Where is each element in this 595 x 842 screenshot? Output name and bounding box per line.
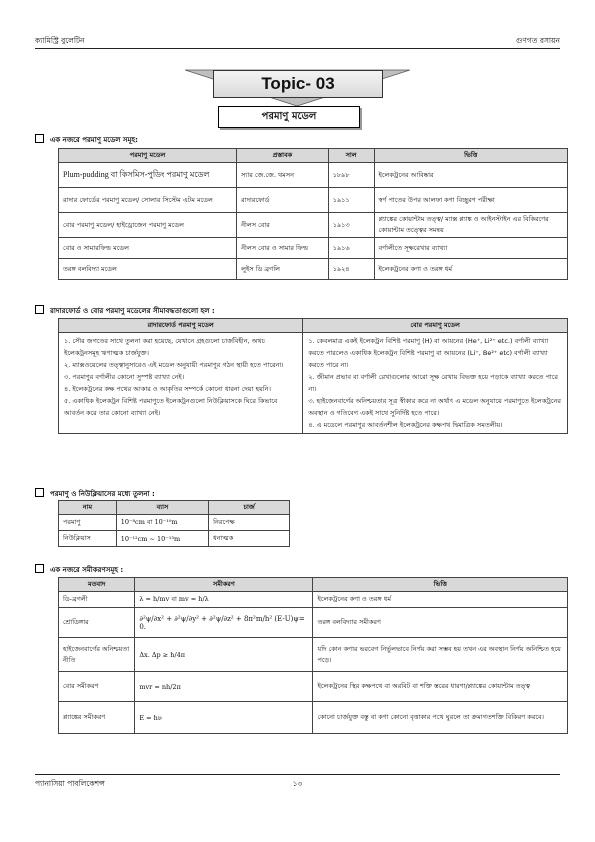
table-row [59, 163, 568, 188]
table-row [59, 608, 568, 638]
compare-table [58, 500, 290, 547]
list-item: ২. জীমান প্রভাব বা বর্ণালী রেখাগুলোর আরো সূক্ষ রেখায় বিভক্ত হয়ে পড়াকে ব্যাখ্যা করতে পারে না। [308, 373, 558, 393]
list-item: ১. কেবলমাত্র একই ইলেকট্রন বিশিষ্ট পরমাণু (H) বা আয়নের (He⁺, Li²⁺ etc.) বর্ণালী ব্যাখ্যা করতে পারলেও একাধিক ইলেকট্রন বিশিষ্ট পরমাণু বা আয়নের (Li⁺, Be²⁺ etc) বর্ণালী ব্যাখ্যা করতে পারে না। [308, 337, 549, 369]
table-cell: রাদারফোর্ড [237, 188, 329, 213]
models-table [58, 148, 568, 280]
table-cell: নীলস বোর ও সামার ফিল্ড [237, 238, 329, 259]
table-cell: Δx. Δp ≥ h/4π [135, 638, 313, 672]
table-cell: নীলস বোর [237, 213, 329, 238]
table-cell: বোর ও সামারফিল্ড মডেল [59, 238, 237, 259]
table-cell: তরঙ্গ বলবিদ্যার সমীকরণ [313, 608, 568, 638]
section-heading-compare: পরমাণু ও নিউক্লিয়াসের মধ্যে তুলনা : [35, 488, 155, 500]
col-header: চার্জ [209, 501, 290, 515]
col-header: নাম [59, 501, 117, 515]
table-cell: ইলেকট্রনের কণা ও তরঙ্গ ধর্ম [374, 259, 567, 280]
topic-title: Topic- 03 [213, 70, 383, 98]
table-cell: বোর সমীকরণ [59, 672, 135, 702]
table-cell: ∂²ψ/∂x² + ∂²ψ/∂y² + ∂²ψ/∂z² + 8π²m/h² (E-U)ψ= 0. [135, 608, 313, 638]
list-item: ৪. এ মডেলে পরমাণুর আবর্তনশীল ইলেকট্রনের কক্ষপথ দ্বিমাত্রিক সমতলীয়। [308, 421, 503, 429]
col-header: প্রস্তাবক [237, 149, 329, 163]
table-row [59, 238, 568, 259]
table-cell: স্বর্ণ পাতের উপর আলফা কণা বিচ্ছুরণ পরীক্ষা [374, 188, 567, 213]
table-row [59, 188, 568, 213]
checkbox-square-icon [35, 564, 44, 573]
col-header: ব্যাস [116, 501, 208, 515]
section-heading-models: এক নজরে পরমাণু মডেল সমূহ: [35, 134, 138, 146]
topic-banner [185, 68, 410, 108]
table-cell: ধনাত্মক [209, 531, 290, 547]
col-header: রাদারফোর্ড পরমাণু মডেল [59, 319, 303, 333]
table-cell: 10⁻⁸cm বা 10⁻¹⁰m [116, 515, 208, 531]
table-cell: ১৯১৬ [328, 238, 374, 259]
table-cell: λ = h/mv বা mv = h/λ [135, 592, 313, 608]
section-heading-limits: রাদারফোর্ড ও বোর পরমাণু মডেলের সীমাবদ্ধতাগুলো হল : [35, 305, 215, 317]
table-cell: বোর পরমাণু মডেল/ হাইড্রোজেন পরমাণু মডেল [59, 213, 237, 238]
table-cell: ইলেকট্রনের আবিষ্কার [374, 163, 567, 188]
list-item: ৩. পরমাণুর বর্ণালীর কোনো সুস্পষ্ট ব্যাখ্যা নেই। [64, 373, 185, 381]
table-cell: রাদার ফোর্ডের পরমাণু মডেল/ সোলার সিস্টেম এটম মডেল [59, 188, 237, 213]
table-cell: পরমাণু [59, 515, 117, 531]
col-header: ভিত্তি [374, 149, 567, 163]
table-cell: লুইস ডি ব্রগলি [237, 259, 329, 280]
table-cell: E = hν [135, 702, 313, 734]
table-cell: নিরপেক্ষ [209, 515, 290, 531]
col-header: ভিত্তি [313, 578, 568, 592]
header-chapter-title: গুণগত রসায়ন [515, 36, 560, 45]
col-header: সাল [328, 149, 374, 163]
table-cell: কোনো চার্জযুক্ত বস্তু বা কণা কোনো বৃত্তাকার পথে ঘুরলে তা ক্রমাগতশক্তি বিকিরণ করবে। [313, 702, 568, 734]
table-cell: তরঙ্গ বলবিদ্যা মডেল [59, 259, 237, 280]
table-cell: Plum-pudding বা কিসমিস-পুডিং পরমাণু মডেল [59, 163, 237, 188]
table-row [59, 259, 568, 280]
page-header [35, 34, 560, 49]
list-item: ৩. হাইজেনবার্গের অনিশ্চয়তার সূত্র স্বীকার করে না অর্থাৎ এ মডেল অনুযায়ে পরমাণুতে ইলেকট্রনের অবস্থান ও গতিবেগ একই সাথে সুনির্দিষ্ট হতে পারে। [308, 397, 561, 417]
table-cell: ইলেকট্রনের স্থির কক্ষপথে বা অরবিট বা শক্তি স্তরের ধারণা/প্ল্যাঙ্কের কোয়ান্টাম তত্ত্ব [313, 672, 568, 702]
table-cell [59, 333, 303, 434]
col-header: মতবাদ [59, 578, 135, 592]
list-item: ২. ম্যাক্সওয়েলের তত্ত্বানুসারেও এই মডেল অনুযায়ী পরমাণুর গঠন স্থায়ী হতে পারেনা। [64, 361, 284, 369]
table-cell: প্ল্যাঙ্কের কোয়ান্টাম তত্ত্ব/ ম্যাক্স প্ল্যাঙ্ক ও আইনস্টাইন এর বিকিরণের কোয়ান্টাম তত্ত্বের সমন্বয় [374, 213, 567, 238]
limits-table [58, 318, 568, 434]
section-heading-equations: এক নজরে সমীকরণসমূহ : [35, 564, 123, 576]
table-row [59, 333, 568, 434]
table-row [59, 672, 568, 702]
table-row [59, 515, 290, 531]
table-cell: স্যার জে.জে. থমসন [237, 163, 329, 188]
table-cell: ১৯১১ [328, 188, 374, 213]
table-cell: ডি-ব্রগলী [59, 592, 135, 608]
table-cell [303, 333, 568, 434]
table-cell: নিউক্লিয়াস [59, 531, 117, 547]
col-header: পরমাণু মডেল [59, 149, 237, 163]
publisher-name: প্যানাসিয়া পাবলিকেশন্স [35, 779, 105, 788]
page-number: ১৩ [292, 779, 303, 788]
table-row [59, 638, 568, 672]
col-header: বোর পরমাণু মডেল [303, 319, 568, 333]
table-cell: ১৯১৩ [328, 213, 374, 238]
table-cell: ইলেকট্রনের কণা ও তরঙ্গ ধর্ম [313, 592, 568, 608]
table-row [59, 531, 290, 547]
checkbox-square-icon [35, 305, 44, 314]
table-cell: প্ল্যাঙ্কের সমীকরণ [59, 702, 135, 734]
page-footer [35, 774, 560, 789]
table-cell: শ্রোডিঙ্গার [59, 608, 135, 638]
col-header: সমীকরণ [135, 578, 313, 592]
table-cell: mvr = nh/2π [135, 672, 313, 702]
list-item: ৫. একাধিক ইলেকট্রন বিশিষ্ট পরমাণুতে ইলেকট্রনগুলো নিউক্লিয়াসকে ঘিরে কিভাবে আবর্তন করে তার কোনো ব্যাখ্যা নেই। [64, 397, 278, 417]
header-book-title: ক্যামিস্ট্রি বুলেটিন [35, 36, 85, 45]
table-row [59, 592, 568, 608]
table-cell: 10⁻¹²cm ~ 10⁻¹³m [116, 531, 208, 547]
checkbox-square-icon [35, 488, 44, 497]
list-item: ১. সৌর জগতের সাথে তুলনা করা হয়েছে, যেখানে গ্রহগুলো চার্জবিহীন, অথচ ইলেকট্রনসমূহ ঋণাত্মক চার্জযুক্ত। [64, 337, 266, 357]
list-item: ৪. ইলেকট্রনের কক্ষ পথের আকার ও আকৃতির সম্পর্কে কোনো ধারনা দেয়া হয়নি। [64, 385, 271, 393]
equations-table [58, 577, 568, 734]
table-row [59, 213, 568, 238]
table-cell: বর্ণালীতে সূক্ষরেখার ব্যাখ্যা [374, 238, 567, 259]
table-cell: ১৮৯৮ [328, 163, 374, 188]
table-cell: ১৯২৪ [328, 259, 374, 280]
checkbox-square-icon [35, 134, 44, 143]
table-cell: যদি কোন কণার ভরবেগ নির্ভুলভাবে নির্ণয় করা সম্ভব হয় তখন এর অবস্থান নির্ণয় অনিশ্চিত হয়ে পড়ে। [313, 638, 568, 672]
table-row [59, 702, 568, 734]
table-cell: হাইজেনবার্গের অনিশ্চয়তা নীতি [59, 638, 135, 672]
page-subtitle: পরমাণু মডেল [218, 106, 360, 128]
